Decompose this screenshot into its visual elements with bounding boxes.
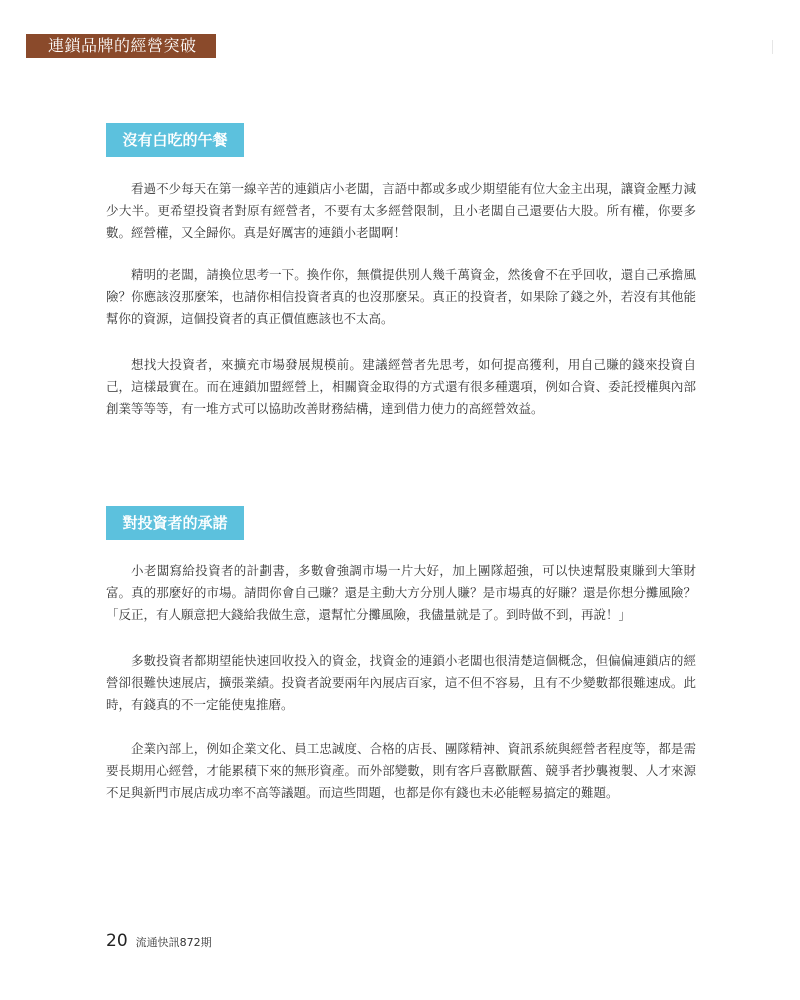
paragraph: 企業內部上，例如企業文化、員工忠誠度、合格的店長、團隊精神、資訊系統與經營者程度等，都是需要長期用心經營，才能累積下來的無形資產。而外部變數，則有客戶喜歡厭舊、競爭者抄襲複製、人才來源不足與新門市展店成功率不高等議題。而這些問題，也都是你有錢也未必能輕易搞定的難題。 — [106, 741, 696, 800]
section-label-investor-promise: 對投資者的承諾 — [106, 506, 244, 540]
paragraph: 精明的老闆，請換位思考一下。換作你，無償提供別人幾千萬資金，然後會不在乎回收，還自己承擔風險？你應該沒那麼笨，也請你相信投資者真的也沒那麼呆。真正的投資者，如果除了錢之外，若沒有其他能幫你的資源，這個投資者的真正價值應該也不太高。 — [106, 267, 696, 326]
paragraph: 看過不少每天在第一線辛苦的連鎖店小老闆，言語中都或多或少期望能有位大金主出現，讓資金壓力減少大半。更希望投資者對原有經營者，不要有太多經營限制，且小老闆自己還要佔大股。所有權，你要多數。經營權，又全歸你。真是好厲害的連鎖小老闆啊！ — [106, 181, 696, 240]
page-footer — [106, 931, 212, 951]
header-title: 連鎖品牌的經營突破 — [48, 36, 197, 55]
header-divider — [772, 40, 773, 54]
header-banner — [26, 34, 216, 58]
page-number: 20 — [106, 931, 128, 951]
issue-label: 流通快訊872期 — [135, 936, 212, 949]
paragraph: 想找大投資者，來擴充市場發展規模前。建議經營者先思考，如何提高獲利，用自己賺的錢來投資自己，這樣最實在。而在連鎖加盟經營上，相關資金取得的方式還有很多種選項，例如合資、委託授權與內部創業等等等，有一堆方式可以協助改善財務結構，達到借力使力的高經營效益。 — [106, 357, 696, 416]
section-label-free-lunch: 沒有白吃的午餐 — [106, 123, 244, 157]
paragraph: 小老闆寫給投資者的計劃書，多數會強調市場一片大好，加上團隊超強，可以快速幫股東賺到大筆財富。真的那麼好的市場。請問你會自己賺？還是主動大方分別人賺？是市場真的好賺？還是你想分攤風險？「反正，有人願意把大錢給我做生意，還幫忙分攤風險，我儘量就是了。到時做不到，再說！」 — [106, 563, 696, 622]
paragraph: 多數投資者都期望能快速回收投入的資金，找資金的連鎖小老闆也很清楚這個概念，但偏偏連鎖店的經營卻很難快速展店，擴張業績。投資者說要兩年內展店百家，這不但不容易，且有不少變數都很難速成。此時，有錢真的不一定能使鬼推磨。 — [106, 653, 696, 712]
